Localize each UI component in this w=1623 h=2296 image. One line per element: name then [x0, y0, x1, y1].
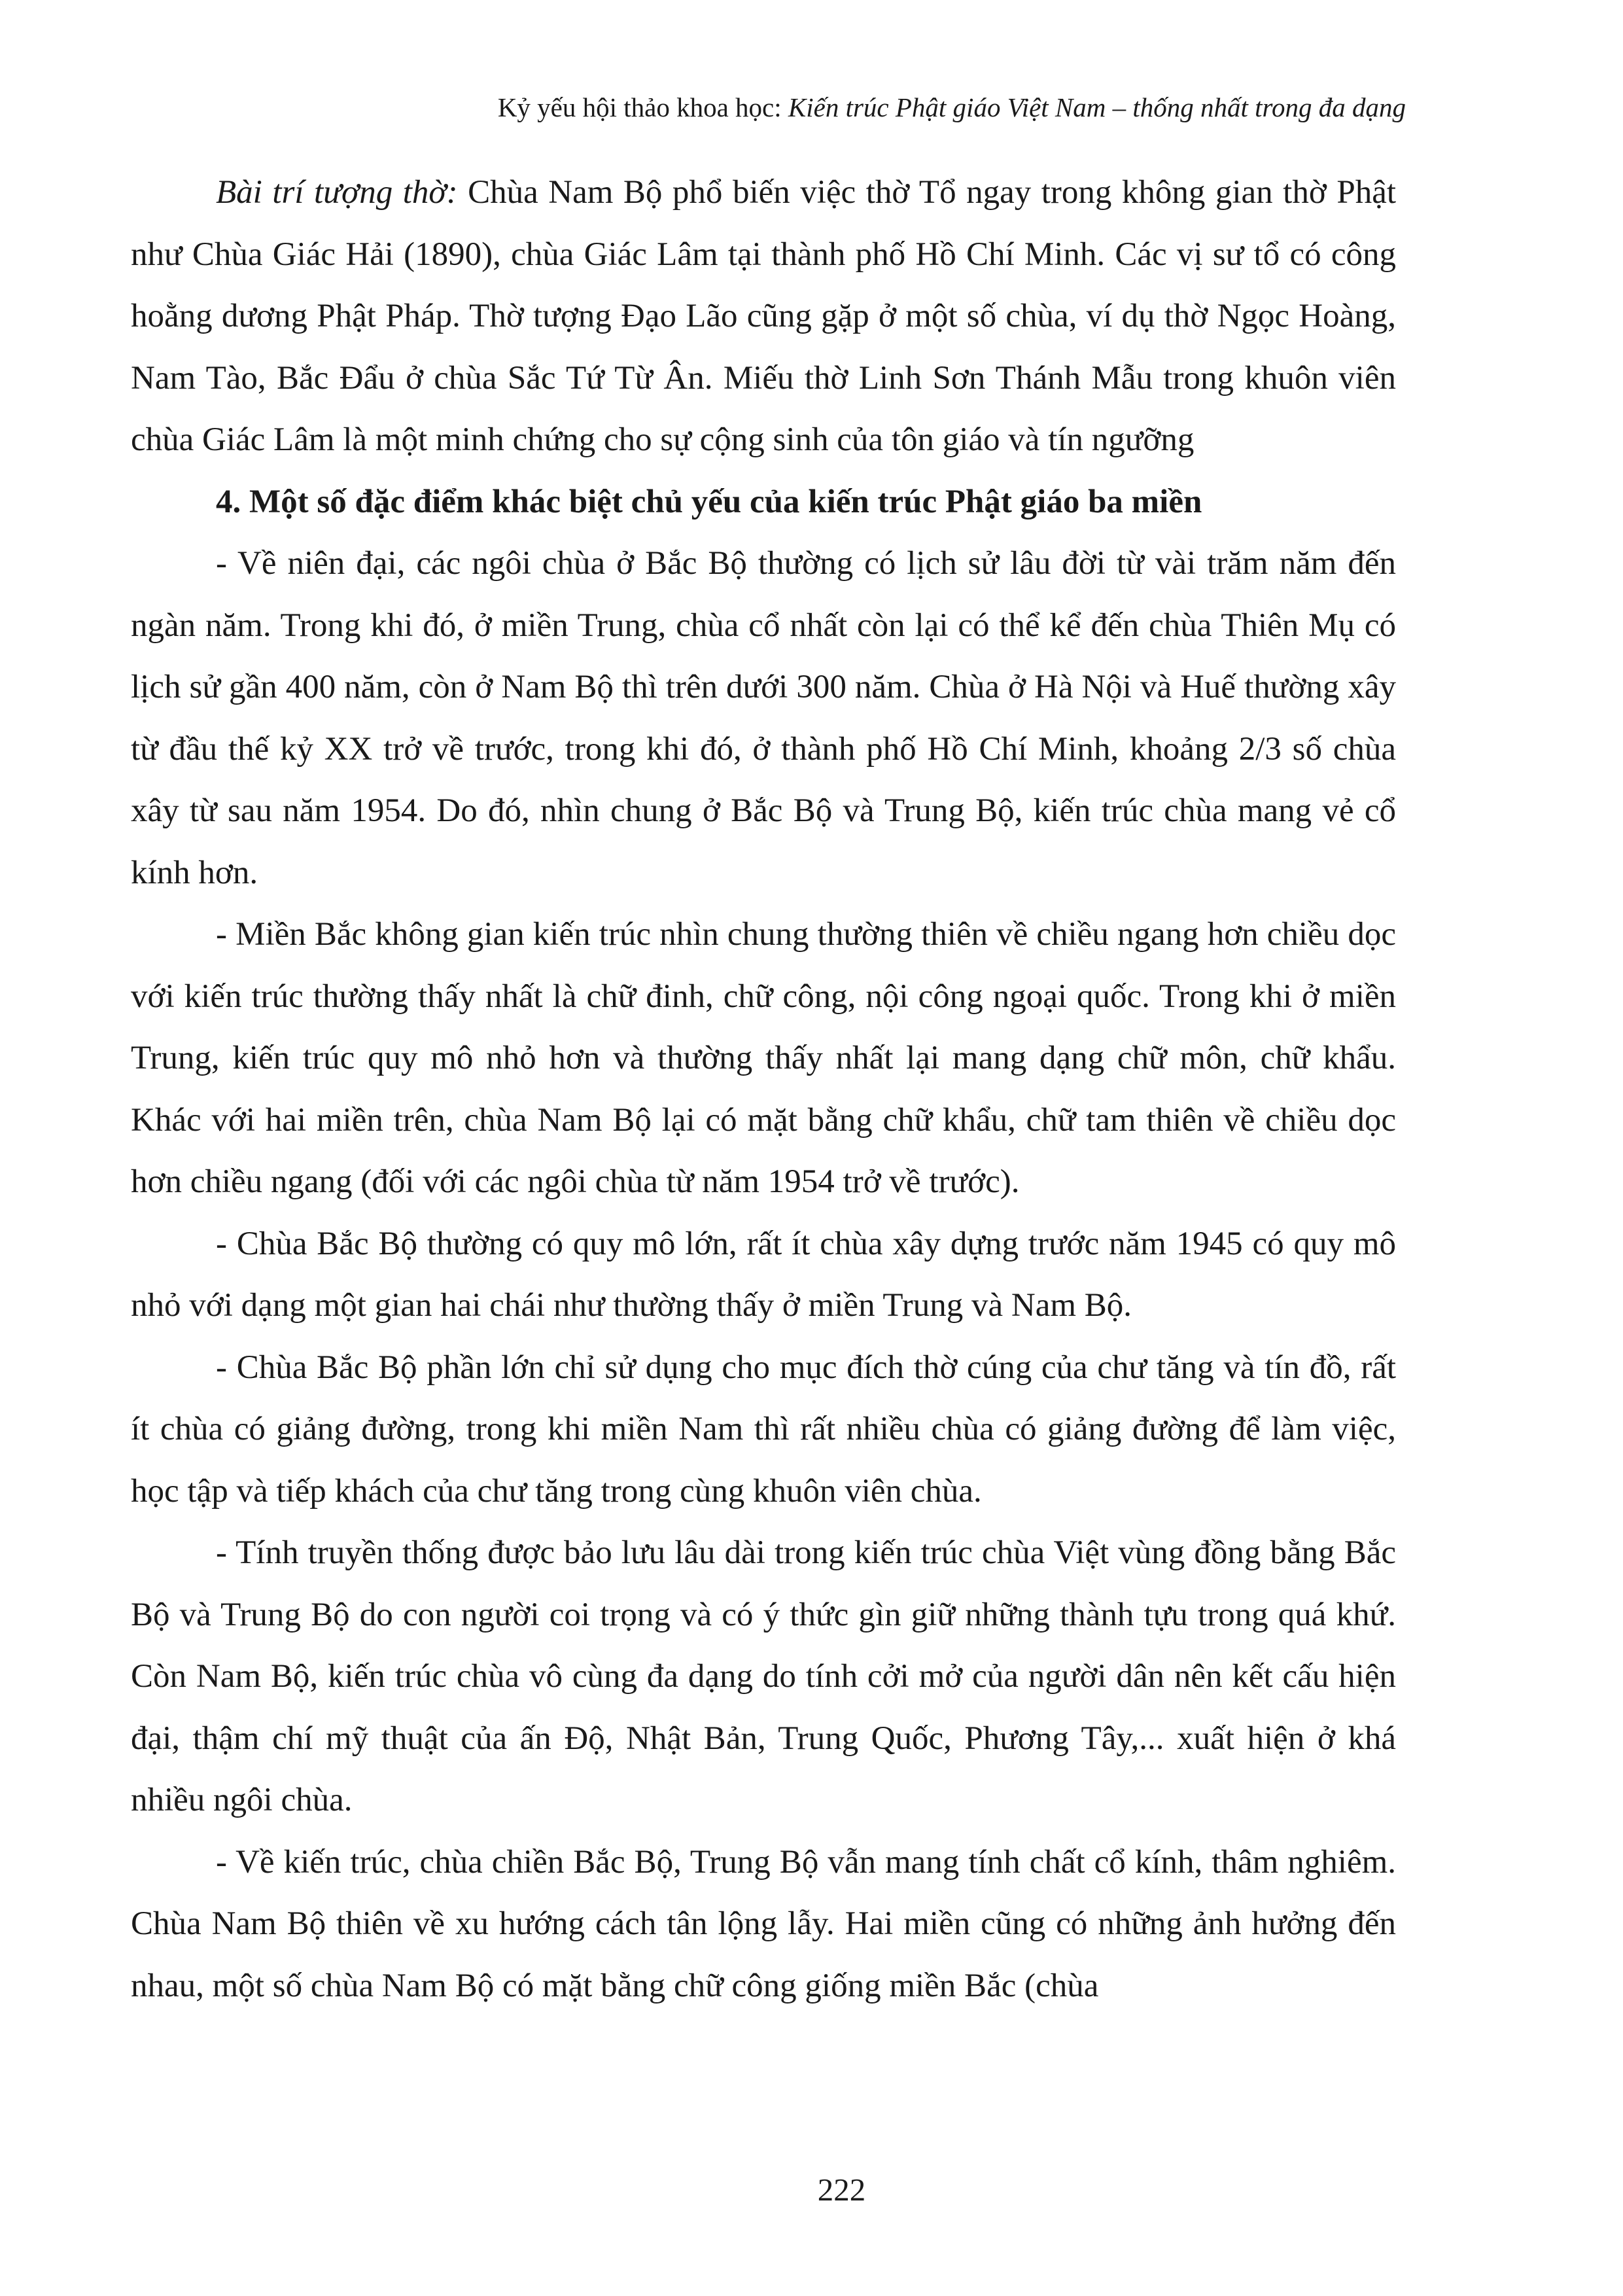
paragraph-spatial-layout: - Miền Bắc không gian kiến trúc nhìn chung thường thiên về chiều ngang hơn chiều dọc với kiến trúc thường thấy nhất là chữ đinh, chữ công, nội công ngoại quốc. Trong khi ở miền Trung, kiến trúc quy mô nhỏ hơn và thường thấy nhất lại mang dạng chữ môn, chữ khẩu. Khác với hai miền trên, chùa Nam Bộ lại có mặt bằng chữ khẩu, chữ tam thiên về chiều dọc hơn chiều ngang (đối với các ngôi chùa từ năm 1954 trở về trước).: [131, 916, 1396, 1200]
paragraph-statue-arrangement: [131, 162, 1396, 471]
running-header: [498, 92, 1406, 124]
header-prefix: Kỷ yếu hội thảo khoa học:: [497, 92, 788, 122]
paragraph-lead-term: Bài trí tượng thờ:: [216, 174, 458, 211]
page-number: 222: [817, 2172, 866, 2208]
paragraph-chronology: - Về niên đại, các ngôi chùa ở Bắc Bộ thường có lịch sử lâu đời từ vài trăm năm đến ngàn năm. Trong khi đó, ở miền Trung, chùa cổ nhất còn lại có thể kể đến chùa Thiên Mụ có lịch sử gần 400 năm, còn ở Nam Bộ thì trên dưới 300 năm. Chùa ở Hà Nội và Huế thường xây từ đầu thế kỷ XX trở về trước, trong khi đó, ở thành phố Hồ Chí Minh, khoảng 2/3 số chùa xây từ sau năm 1954. Do đó, nhìn chung ở Bắc Bộ và Trung Bộ, kiến trúc chùa mang vẻ cổ kính hơn.: [131, 545, 1396, 891]
header-title: Kiến trúc Phật giáo Việt Nam – thống nhất trong đa dạng: [788, 92, 1406, 122]
paragraph-scale: - Chùa Bắc Bộ thường có quy mô lớn, rất ít chùa xây dựng trước năm 1945 có quy mô nhỏ với dạng một gian hai chái như thường thấy ở miền Trung và Nam Bộ.: [131, 1225, 1396, 1324]
paragraph-text: Chùa Nam Bộ phổ biến việc thờ Tổ ngay trong không gian thờ Phật như Chùa Giác Hải (1890), chùa Giác Lâm tại thành phố Hồ Chí Minh. Các vị sư tổ có công hoằng dương Phật Pháp. Thờ tượng Đạo Lão cũng gặp ở một số chùa, ví dụ thờ Ngọc Hoàng, Nam Tào, Bắc Đẩu ở chùa Sắc Tứ Từ Ân. Miếu thờ Linh Sơn Thánh Mẫu trong khuôn viên chùa Giác Lâm là một minh chứng cho sự cộng sinh của tôn giáo và tín ngưỡng: [131, 174, 1396, 458]
paragraph-function: - Chùa Bắc Bộ phần lớn chỉ sử dụng cho mục đích thờ cúng của chư tăng và tín đồ, rất ít chùa có giảng đường, trong khi miền Nam thì rất nhiều chùa có giảng đường để làm việc, học tập và tiếp khách của chư tăng trong cùng khuôn viên chùa.: [131, 1349, 1396, 1510]
section-heading: 4. Một số đặc điểm khác biệt chủ yếu của kiến trúc Phật giáo ba miền: [216, 483, 1202, 520]
paragraph-architecture-style: - Về kiến trúc, chùa chiền Bắc Bộ, Trung Bộ vẫn mang tính chất cổ kính, thâm nghiêm. Chùa Nam Bộ thiên về xu hướng cách tân lộng lẫy. Hai miền cũng có những ảnh hưởng đến nhau, một số chùa Nam Bộ có mặt bằng chữ công giống miền Bắc (chùa: [131, 1843, 1396, 2004]
page-body: [131, 162, 1396, 2017]
paragraph-tradition: - Tính truyền thống được bảo lưu lâu dài trong kiến trúc chùa Việt vùng đồng bằng Bắc Bộ và Trung Bộ do con người coi trọng và có ý thức gìn giữ những thành tựu trong quá khứ. Còn Nam Bộ, kiến trúc chùa vô cùng đa dạng do tính cởi mở của người dân nên kết cấu hiện đại, thậm chí mỹ thuật của ấn Độ, Nhật Bản, Trung Quốc, Phương Tây,... xuất hiện ở khá nhiều ngôi chùa.: [131, 1534, 1396, 1818]
